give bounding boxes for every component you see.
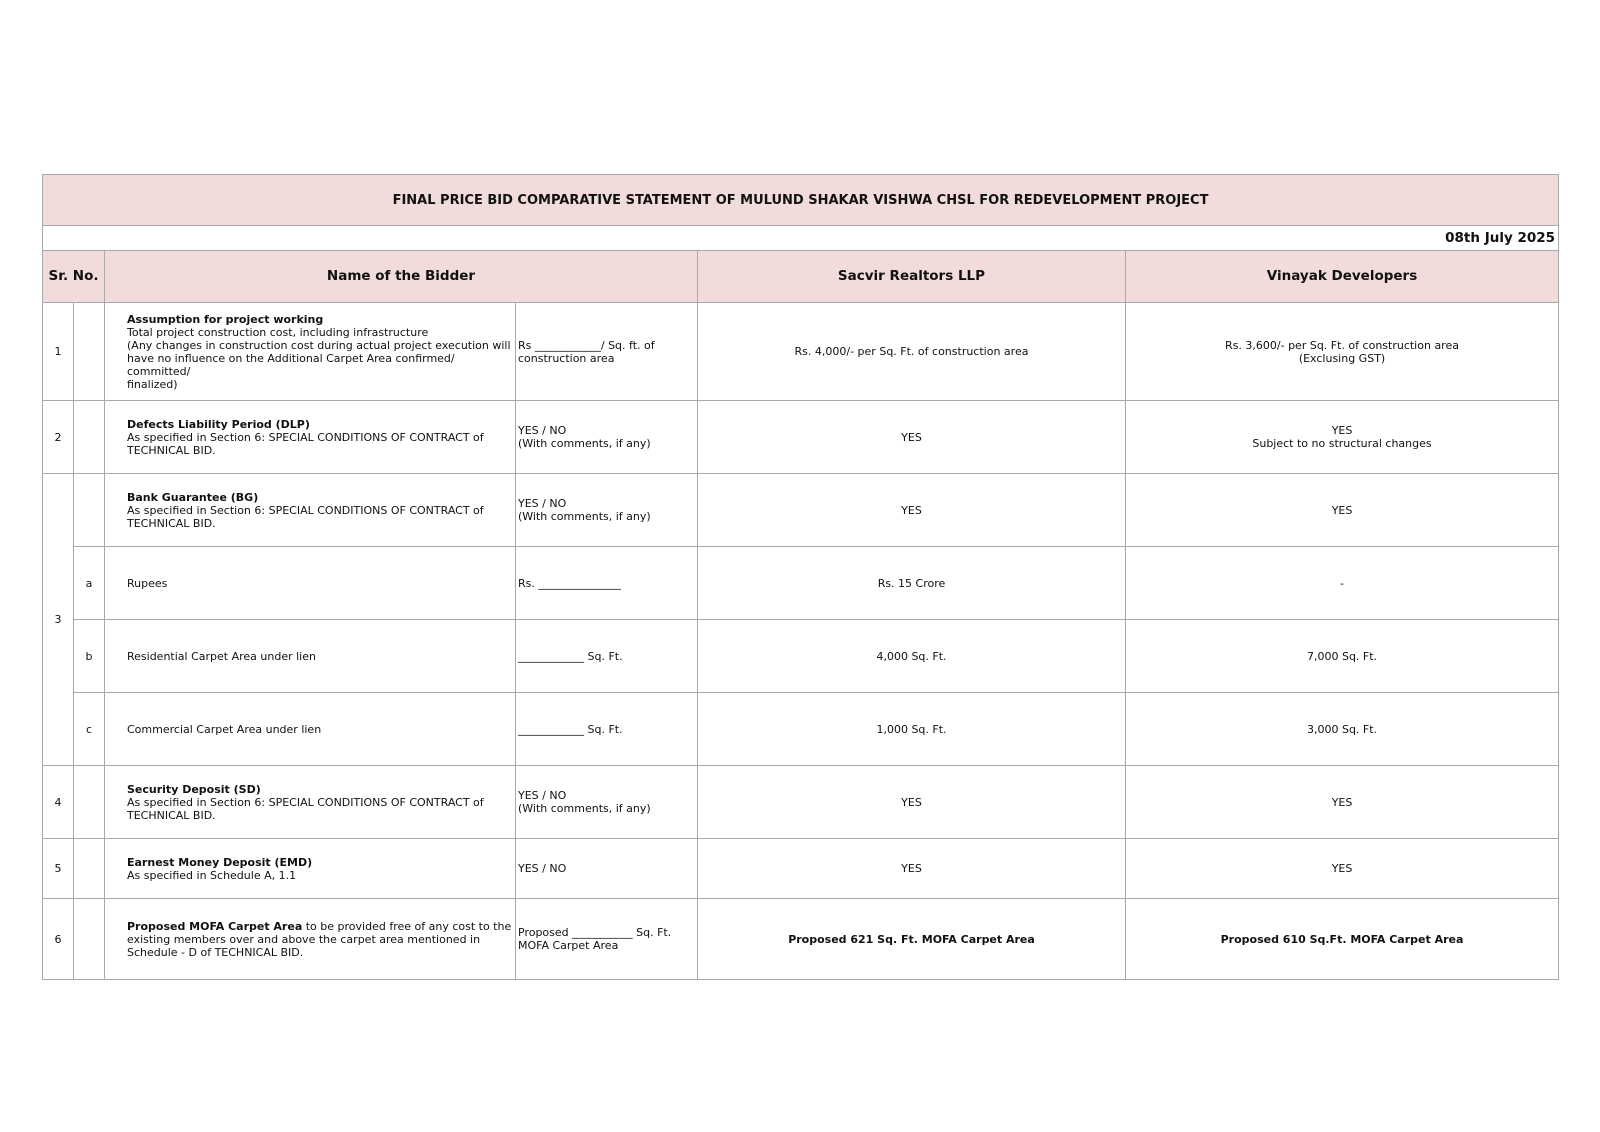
item-line: Total project construction cost, including infrastructure	[127, 325, 429, 339]
table-title: FINAL PRICE BID COMPARATIVE STATEMENT OF MULUND SHAKAR VISHWA CHSL FOR REDEVELOPMENT PROJECT	[43, 175, 1559, 226]
format-line: YES / NO	[518, 424, 567, 437]
item-description	[105, 899, 516, 980]
item-line: Schedule - D of TECHNICAL BID.	[127, 945, 304, 959]
response-format	[516, 303, 698, 401]
item-line: As specified in Schedule A, 1.1	[127, 868, 297, 882]
item-line: existing members over and above the carpet area mentioned in	[127, 932, 481, 946]
subrow-label: Residential Carpet Area under lien	[105, 620, 516, 693]
sr-number: 6	[43, 899, 74, 980]
header-bidder-sacvir: Sacvir Realtors LLP	[698, 251, 1126, 303]
response-format	[516, 839, 698, 899]
format-line: MOFA Carpet Area	[518, 939, 619, 952]
table-subrow	[43, 693, 1559, 766]
table-subrow	[43, 620, 1559, 693]
sr-number: 2	[43, 401, 74, 474]
item-line: (Any changes in construction cost during actual project execution will	[127, 338, 511, 352]
value-line: YES	[901, 862, 922, 875]
item-description	[105, 303, 516, 401]
bidder2-value	[1126, 401, 1559, 474]
value-line: YES	[1331, 503, 1353, 517]
value-line: YES	[1331, 795, 1353, 809]
item-heading: Assumption for project working	[127, 312, 324, 326]
header-sr-no: Sr. No.	[43, 251, 105, 303]
bidder1-value: Rs. 15 Crore	[698, 547, 1126, 620]
bidder1-value	[698, 401, 1126, 474]
item-heading: Earnest Money Deposit (EMD)	[127, 855, 313, 869]
bidder1-value	[698, 766, 1126, 839]
item-description	[105, 401, 516, 474]
sr-number: 1	[43, 303, 74, 401]
bidder1-value	[698, 303, 1126, 401]
bidder1-value: 4,000 Sq. Ft.	[698, 620, 1126, 693]
sr-number: 4	[43, 766, 74, 839]
value-line: YES	[1331, 424, 1353, 437]
response-format: ____________ Sq. Ft.	[516, 693, 698, 766]
sub-number-empty	[74, 766, 105, 839]
response-format	[516, 766, 698, 839]
subrow-label: Rupees	[105, 547, 516, 620]
header-bidder-vinayak: Vinayak Developers	[1126, 251, 1559, 303]
sub-number: b	[74, 620, 105, 693]
sr-number: 5	[43, 839, 74, 899]
bidder1-value	[698, 899, 1126, 980]
value-line: YES	[901, 430, 922, 444]
bidder2-value	[1126, 474, 1559, 547]
item-line: TECHNICAL BID.	[127, 808, 216, 822]
value-line: Proposed 610 Sq.Ft. MOFA Carpet Area	[1220, 932, 1464, 946]
format-line: (With comments, if any)	[518, 510, 651, 523]
response-format	[516, 474, 698, 547]
item-heading: Defects Liability Period (DLP)	[127, 417, 310, 431]
item-line: TECHNICAL BID.	[127, 443, 216, 457]
bid-comparison-table	[42, 174, 1559, 980]
item-heading: Bank Guarantee (BG)	[127, 490, 259, 504]
bidder2-value: -	[1126, 547, 1559, 620]
sub-number-empty	[74, 839, 105, 899]
sub-number-empty	[74, 401, 105, 474]
value-line: YES	[901, 795, 922, 809]
format-line: Proposed ___________ Sq. Ft.	[518, 926, 672, 939]
item-line: TECHNICAL BID.	[127, 516, 216, 530]
format-line: Rs ____________/ Sq. ft. of	[518, 338, 655, 352]
table-row	[43, 839, 1559, 899]
item-heading-tail: to be provided free of any cost to the	[302, 919, 512, 933]
bidder2-value: 7,000 Sq. Ft.	[1126, 620, 1559, 693]
item-first-line	[127, 920, 513, 933]
table-row	[43, 474, 1559, 547]
table-subrow	[43, 547, 1559, 620]
bidder2-value	[1126, 839, 1559, 899]
sr-number: 3	[43, 474, 74, 766]
table-row	[43, 303, 1559, 401]
sub-number: a	[74, 547, 105, 620]
sub-number-empty	[74, 899, 105, 980]
bidder1-value	[698, 474, 1126, 547]
value-line: Rs. 4,000/- per Sq. Ft. of construction area	[794, 345, 1029, 358]
header-name-of-bidder: Name of the Bidder	[105, 251, 698, 303]
item-description	[105, 474, 516, 547]
format-line: YES / NO	[518, 789, 567, 802]
item-line: As specified in Section 6: SPECIAL CONDITIONS OF CONTRACT of	[127, 503, 484, 517]
response-format: ____________ Sq. Ft.	[516, 620, 698, 693]
response-format	[516, 899, 698, 980]
value-line: YES	[1331, 862, 1353, 875]
statement-date: 08th July 2025	[43, 226, 1559, 251]
format-line: (With comments, if any)	[518, 802, 651, 815]
bidder2-value: 3,000 Sq. Ft.	[1126, 693, 1559, 766]
bidder1-value: 1,000 Sq. Ft.	[698, 693, 1126, 766]
format-line: YES / NO	[518, 497, 567, 510]
bidder2-value	[1126, 899, 1559, 980]
value-line: (Exclusing GST)	[1298, 351, 1386, 365]
item-line: finalized)	[127, 377, 178, 391]
table-row	[43, 899, 1559, 980]
table-row	[43, 766, 1559, 839]
sub-number-empty	[74, 474, 105, 547]
format-line: YES / NO	[518, 862, 567, 875]
item-line: As specified in Section 6: SPECIAL CONDITIONS OF CONTRACT of	[127, 430, 484, 444]
item-line: As specified in Section 6: SPECIAL CONDITIONS OF CONTRACT of	[127, 795, 484, 809]
value-line: Proposed 621 Sq. Ft. MOFA Carpet Area	[788, 932, 1035, 946]
format-line: (With comments, if any)	[518, 437, 651, 450]
sub-number-empty	[74, 303, 105, 401]
format-line: construction area	[518, 351, 615, 365]
item-description	[105, 766, 516, 839]
item-heading: Security Deposit (SD)	[127, 782, 261, 796]
value-line: Subject to no structural changes	[1252, 437, 1432, 450]
value-line: YES	[901, 503, 922, 517]
table-row	[43, 401, 1559, 474]
value-line: Rs. 3,600/- per Sq. Ft. of construction area	[1225, 338, 1459, 352]
item-description	[105, 839, 516, 899]
bidder1-value	[698, 839, 1126, 899]
sub-number: c	[74, 693, 105, 766]
bidder2-value	[1126, 303, 1559, 401]
response-format	[516, 401, 698, 474]
subrow-label: Commercial Carpet Area under lien	[105, 693, 516, 766]
item-line: have no influence on the Additional Carpet Area confirmed/ committed/	[127, 351, 455, 378]
item-heading: Proposed MOFA Carpet Area	[127, 919, 303, 933]
bidder2-value	[1126, 766, 1559, 839]
response-format: Rs. _______________	[516, 547, 698, 620]
